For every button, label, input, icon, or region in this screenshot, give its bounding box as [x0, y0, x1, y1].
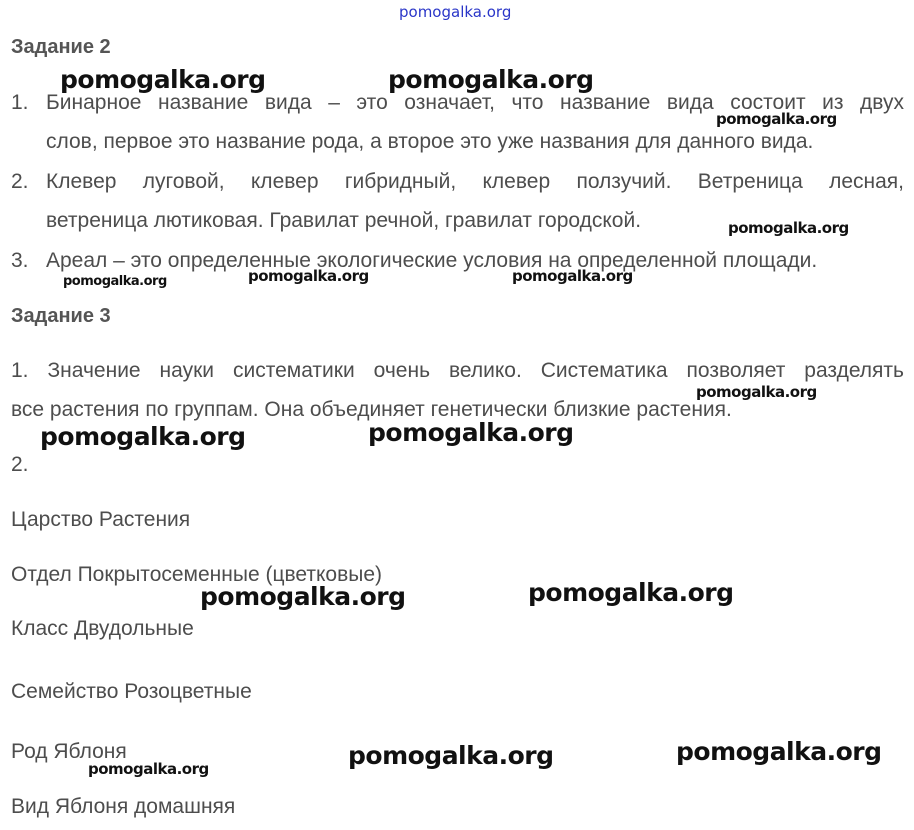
taxonomy-family: Семейство Розоцветные	[11, 680, 252, 703]
watermark: pomogalka.org	[63, 274, 167, 289]
task3-item1-line1: 1. Значение науки систематики очень велико. Систематика позволяет разделять	[11, 359, 904, 382]
watermark: pomogalka.org	[200, 582, 406, 611]
watermark: pomogalka.org	[88, 760, 209, 778]
task2-item2-line1: Клевер луговой, клевер гибридный, клевер ползучий. Ветреница лесная,	[46, 170, 904, 193]
watermark: pomogalka.org	[728, 219, 849, 237]
task2-item3-line1: Ареал – это определенные экологические условия на определенной площади.	[46, 249, 818, 272]
taxonomy-division: Отдел Покрытосеменные (цветковые)	[11, 563, 383, 586]
watermark: pomogalka.org	[528, 578, 734, 607]
watermark: pomogalka.org	[716, 110, 837, 128]
task3-item2-number: 2.	[11, 453, 29, 476]
watermark: pomogalka.org	[512, 267, 633, 285]
task2-item1-number: 1.	[11, 91, 29, 114]
watermark: pomogalka.org	[60, 65, 266, 94]
task2-item1-line2: слов, первое это название рода, а второе это уже названия для данного вида.	[46, 130, 814, 153]
taxonomy-genus: Род Яблоня	[11, 740, 127, 763]
taxonomy-kingdom: Царство Растения	[11, 508, 191, 531]
watermark: pomogalka.org	[388, 65, 594, 94]
taxonomy-class: Класс Двудольные	[11, 617, 194, 640]
watermark: pomogalka.org	[248, 267, 369, 285]
task2-item2-number: 2.	[11, 170, 29, 193]
watermark: pomogalka.org	[348, 741, 554, 770]
task3-item1-line2: все растения по группам. Она объединяет генетически близкие растения.	[11, 398, 732, 421]
header-watermark: pomogalka.org	[399, 3, 512, 21]
task2-item1-line1: Бинарное название вида – это означает, что название вида состоит из двух	[46, 91, 904, 114]
watermark: pomogalka.org	[368, 418, 574, 447]
watermark: pomogalka.org	[696, 383, 817, 401]
task3-title: Задание 3	[11, 305, 111, 327]
task2-item2-line2: ветреница лютиковая. Гравилат речной, гравилат городской.	[46, 209, 642, 232]
watermark: pomogalka.org	[676, 737, 882, 766]
watermark: pomogalka.org	[40, 422, 246, 451]
task2-item3-number: 3.	[11, 249, 29, 272]
taxonomy-species: Вид Яблоня домашняя	[11, 795, 236, 818]
task2-title: Задание 2	[11, 36, 111, 58]
